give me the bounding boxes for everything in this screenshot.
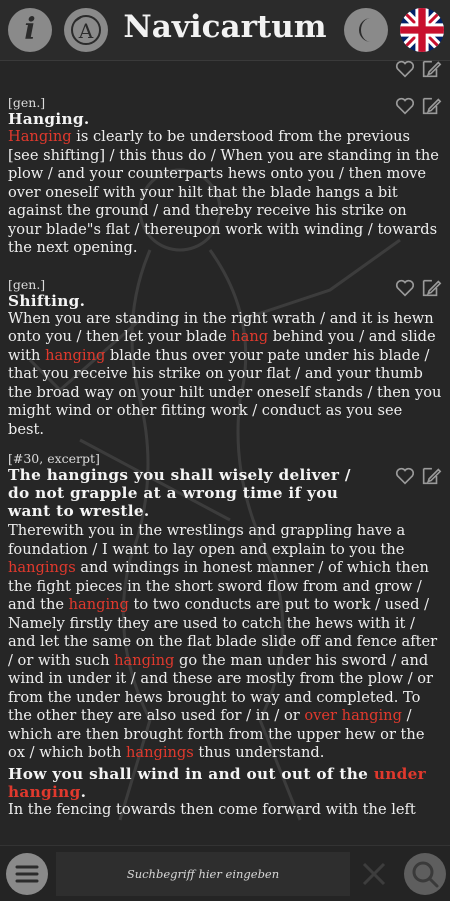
body-segment: go the man under his sword / and wind in under it / and these are mostly from the plow / or from the under hews brought to way and completed. To the other they are also used for / in / or — [8, 651, 434, 724]
language-button[interactable] — [400, 8, 444, 52]
info-icon: i — [24, 12, 36, 47]
body-segment: blade thus over your pate under his blade / that you receive his strike on your flat / and your thumb the broad way on your hilt under oneself stands / then you might wind or other fitting work / conduct as you see best. — [8, 346, 442, 438]
entry-body — [8, 128, 442, 258]
entry-body — [8, 522, 442, 763]
entry-heading: Hanging. — [8, 110, 90, 128]
entry-card — [0, 451, 450, 819]
clear-search-button[interactable] — [356, 856, 392, 892]
app-title: Navicartum — [123, 9, 327, 45]
bottom-bar — [0, 845, 450, 901]
menu-button[interactable] — [6, 853, 48, 895]
info-button[interactable] — [8, 8, 52, 52]
entry-tag: [#30, excerpt] — [8, 451, 100, 466]
highlight-term: hangings — [8, 559, 76, 576]
search-button[interactable] — [404, 853, 446, 895]
note-icon[interactable] — [420, 95, 442, 117]
highlight-term: over hanging — [304, 707, 402, 724]
font-size-icon — [69, 13, 103, 47]
search-icon — [404, 853, 446, 895]
note-icon[interactable] — [420, 60, 442, 80]
entry-tag: [gen.] — [8, 95, 46, 110]
heart-icon[interactable] — [394, 277, 416, 299]
entry-heading: Shifting. — [8, 291, 86, 310]
body-segment: is clearly to be understood from the previous [see shifting] / this thus do / When you are standing in the plow / and your counterparts hews onto you / then move over oneself with your hilt that the blade hangs a bit against the ground / and thereby receive his strike on your blade"s flat / thereupon work with winding / towards the next opening. — [8, 128, 439, 256]
body-segment: and windings in honest manner / of which then the fight pieces in the short sword flow from and grow / and the — [8, 559, 429, 613]
highlight-term: hanging — [68, 596, 129, 613]
entry-body — [8, 310, 442, 440]
menu-icon — [6, 853, 48, 895]
highlight-term: hanging — [114, 651, 175, 669]
highlight-term: hang — [231, 328, 269, 345]
entry-card — [0, 95, 450, 258]
entry-icons — [394, 95, 442, 117]
body-segment: to two conducts are put to work / used / Namely firstly they are used to catch the hews with it / and let the same on the flat blade slide off and fence after / or with such — [8, 596, 438, 669]
note-icon[interactable] — [420, 465, 442, 487]
entry-subheading — [8, 765, 442, 801]
heart-icon[interactable] — [394, 60, 416, 80]
entry-card — [0, 277, 450, 440]
highlight-term: hangings — [126, 744, 194, 761]
body-segment: When you are standing in the right wrath / and it is hewn onto you / then let your blade — [8, 309, 434, 345]
svg-text:A: A — [78, 19, 94, 43]
subheading-segment: How you shall wind in and out out of the — [8, 764, 374, 783]
clear-icon — [356, 856, 392, 892]
night-mode-button[interactable] — [344, 8, 388, 52]
entry-tag: [gen.] — [8, 276, 46, 292]
night-mode-icon — [351, 15, 381, 45]
font-size-button[interactable] — [64, 8, 108, 52]
highlight-term: under hanging — [8, 764, 427, 801]
heart-icon[interactable] — [394, 465, 416, 487]
entry-icons — [394, 277, 442, 299]
body-segment: thus understand. — [193, 744, 325, 761]
top-bar — [0, 0, 450, 61]
subheading-segment: . — [80, 782, 87, 801]
highlight-term: Hanging — [8, 128, 72, 145]
note-icon[interactable] — [420, 277, 442, 299]
body-segment: behind you / and slide with — [8, 328, 436, 364]
entry-heading: The hangings you shall wisely deliver / do not grapple at a wrong time if you want to wrestle. — [8, 466, 351, 520]
highlight-term: hanging — [45, 346, 106, 364]
search-input[interactable] — [56, 852, 350, 896]
entry-icons-top — [394, 60, 442, 80]
uk-flag-icon — [400, 8, 444, 52]
entries-list[interactable] — [0, 60, 450, 845]
body-segment: / which are then brought forth from the upper hew or the ox / which both — [8, 707, 425, 761]
entry-icons — [394, 465, 442, 487]
entry-body-continued: In the fencing towards then come forward with the left — [8, 800, 416, 818]
heart-icon[interactable] — [394, 95, 416, 117]
body-segment: Therewith you in the wrestlings and grappling have a foundation / I want to lay open and explain to you the — [8, 522, 406, 558]
